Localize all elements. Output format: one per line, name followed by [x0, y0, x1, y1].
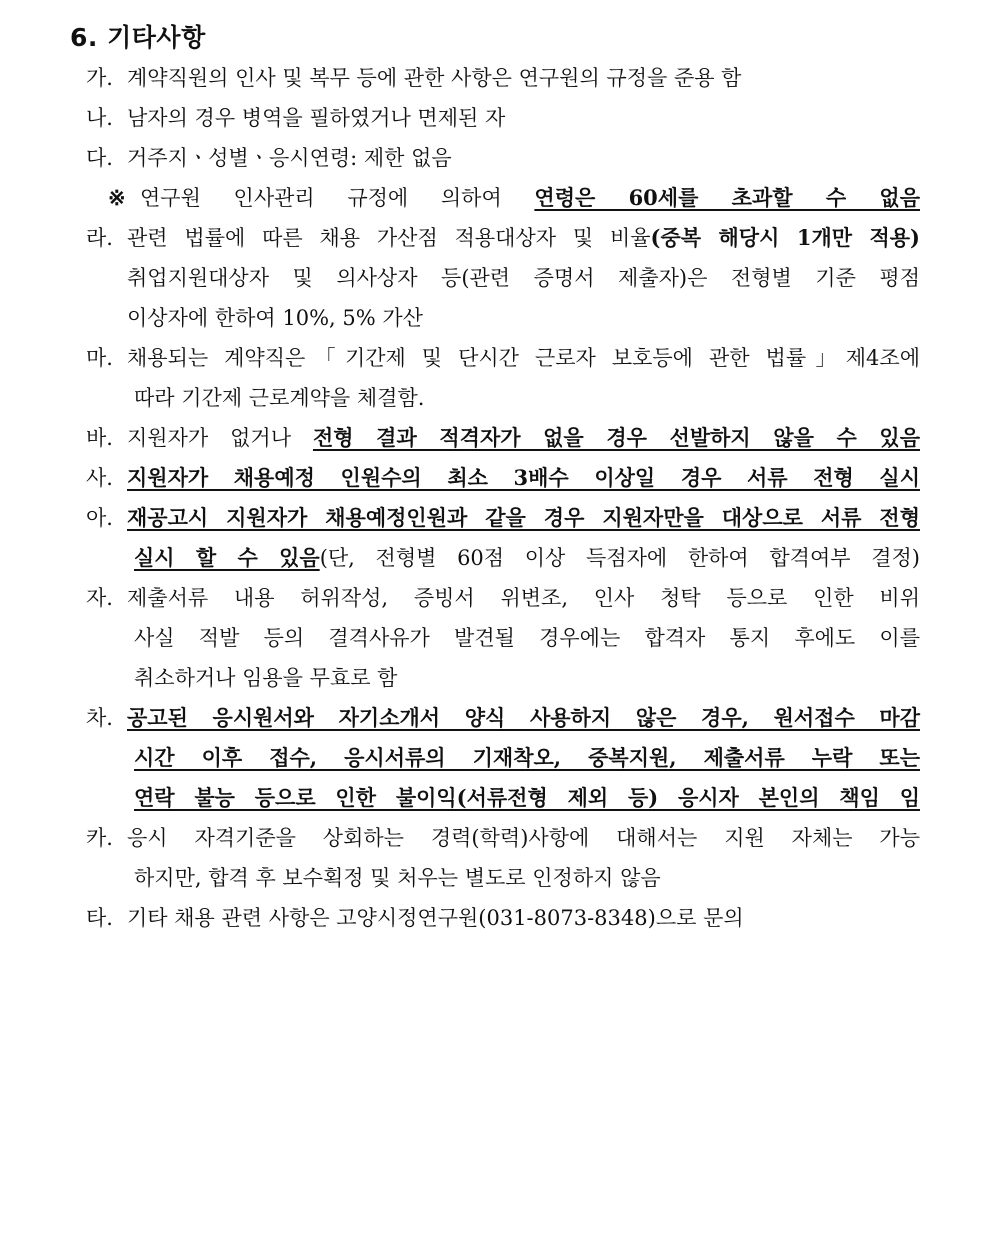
- item-line: [0, 498, 990, 538]
- section-title: 기타사항: [107, 23, 206, 52]
- plain-text: 연구원 인사관리 규정에 의하여: [140, 186, 535, 210]
- item-text: [127, 338, 920, 378]
- item-marker: 가.: [86, 66, 113, 90]
- item-text: [134, 738, 920, 778]
- item-line: [0, 98, 990, 138]
- item-text: [127, 498, 920, 538]
- item-marker: 차.: [86, 706, 113, 730]
- emphasis-text: 연락 불능 등으로 인한 불이익(서류전형 제외 등) 응시자 본인의 책임 임: [134, 785, 920, 810]
- emphasis-text: 전형 결과 적격자가 없을 경우 선발하지 않을 수 있음: [312, 425, 920, 450]
- item-marker: 카.: [86, 826, 113, 850]
- item-text: [134, 858, 661, 898]
- plain-text: 취업지원대상자 및 의사상자 등(관련 증명서 제출자)은 전형별 기준 평점: [127, 266, 920, 290]
- emphasis-text: 실시 할 수 있음: [134, 545, 320, 570]
- plain-text: 취소하거나 임용을 무효로 함: [134, 666, 398, 690]
- plain-text: 제출서류 내용 허위작성, 증빙서 위변조, 인사 청탁 등으로 인한 비위: [127, 586, 920, 610]
- item-line: [0, 738, 990, 778]
- item-text: [134, 378, 424, 418]
- plain-text: 채용되는 계약직은「기간제 및 단시간 근로자 보호등에 관한 법률」제4조에: [127, 346, 920, 370]
- item-text: [134, 618, 920, 658]
- item-line: [0, 618, 990, 658]
- item-text: [127, 258, 920, 298]
- item-marker: 타.: [86, 906, 113, 930]
- item-marker: 자.: [86, 586, 113, 610]
- item-line: [0, 178, 990, 218]
- item-text: [127, 818, 920, 858]
- section-heading: [70, 18, 206, 54]
- item-marker: 다.: [86, 146, 113, 170]
- item-text: [134, 658, 397, 698]
- item-text: [127, 58, 741, 98]
- item-marker: 나.: [86, 106, 113, 130]
- item-line: [0, 58, 990, 98]
- plain-text: 관련 법률에 따른 채용 가산점 적용대상자 및 비율: [127, 226, 651, 250]
- item-line: [0, 378, 990, 418]
- item-text: [134, 778, 920, 818]
- item-line: [0, 658, 990, 698]
- emphasis-text: 공고된 응시원서와 자기소개서 양식 사용하지 않은 경우, 원서접수 마감: [127, 705, 920, 730]
- item-marker: 사.: [86, 466, 113, 490]
- item-marker: 바.: [86, 426, 113, 450]
- item-marker: 라.: [86, 226, 113, 250]
- emphasis-text: 재공고시 지원자가 채용예정인원과 같을 경우 지원자만을 대상으로 서류 전형: [127, 505, 920, 530]
- item-line: [0, 578, 990, 618]
- emphasis-text: 시간 이후 접수, 응시서류의 기재착오, 중복지원, 제출서류 누락 또는: [134, 745, 920, 770]
- item-line: [0, 778, 990, 818]
- item-marker: 아.: [86, 506, 113, 530]
- bold-text: (중복 해당시 1개만 적용): [650, 225, 920, 250]
- item-line: [0, 898, 990, 938]
- item-text: [127, 298, 423, 338]
- emphasis-text: 연령은 60세를 초과할 수 없음: [534, 185, 920, 210]
- item-text: [127, 418, 920, 458]
- item-text: [127, 898, 744, 938]
- plain-text: 응시 자격기준을 상회하는 경력(학력)사항에 대해서는 지원 자체는 가능: [127, 826, 920, 850]
- item-line: [0, 338, 990, 378]
- plain-text: 남자의 경우 병역을 필하였거나 면제된 자: [127, 106, 506, 130]
- item-text: [127, 578, 920, 618]
- note-marker: ※: [108, 185, 126, 210]
- plain-text: 기타 채용 관련 사항은 고양시정연구원(031-8073-8348)으로 문의: [127, 906, 744, 930]
- item-text: [140, 178, 920, 218]
- item-marker: 마.: [86, 346, 113, 370]
- plain-text: 하지만, 합격 후 보수획정 및 처우는 별도로 인정하지 않음: [134, 866, 661, 890]
- plain-text: (단, 전형별 60점 이상 득점자에 한하여 합격여부 결정): [319, 546, 920, 570]
- item-line: [0, 458, 990, 498]
- item-text: [127, 218, 920, 258]
- item-line: [0, 258, 990, 298]
- plain-text: 따라 기간제 근로계약을 체결함.: [134, 386, 425, 410]
- item-text: [127, 458, 920, 498]
- item-text: [134, 538, 920, 578]
- item-text: [127, 698, 920, 738]
- item-line: [0, 538, 990, 578]
- item-line: [0, 218, 990, 258]
- plain-text: 계약직원의 인사 및 복무 등에 관한 사항은 연구원의 규정을 준용 함: [127, 66, 742, 90]
- plain-text: 사실 적발 등의 결격사유가 발견될 경우에는 합격자 통지 후에도 이를: [134, 626, 920, 650]
- item-line: [0, 698, 990, 738]
- plain-text: 이상자에 한하여 10%, 5% 가산: [127, 306, 423, 330]
- plain-text: 지원자가 없거나: [127, 426, 313, 450]
- item-line: [0, 418, 990, 458]
- item-line: [0, 858, 990, 898]
- emphasis-text: 지원자가 채용예정 인원수의 최소 3배수 이상일 경우 서류 전형 실시: [127, 465, 920, 490]
- plain-text: 거주지ㆍ성별ㆍ응시연령: 제한 없음: [127, 146, 452, 170]
- item-line: [0, 138, 990, 178]
- section-number: 6.: [70, 23, 98, 52]
- item-line: [0, 818, 990, 858]
- item-text: [127, 98, 505, 138]
- item-line: [0, 298, 990, 338]
- item-text: [127, 138, 452, 178]
